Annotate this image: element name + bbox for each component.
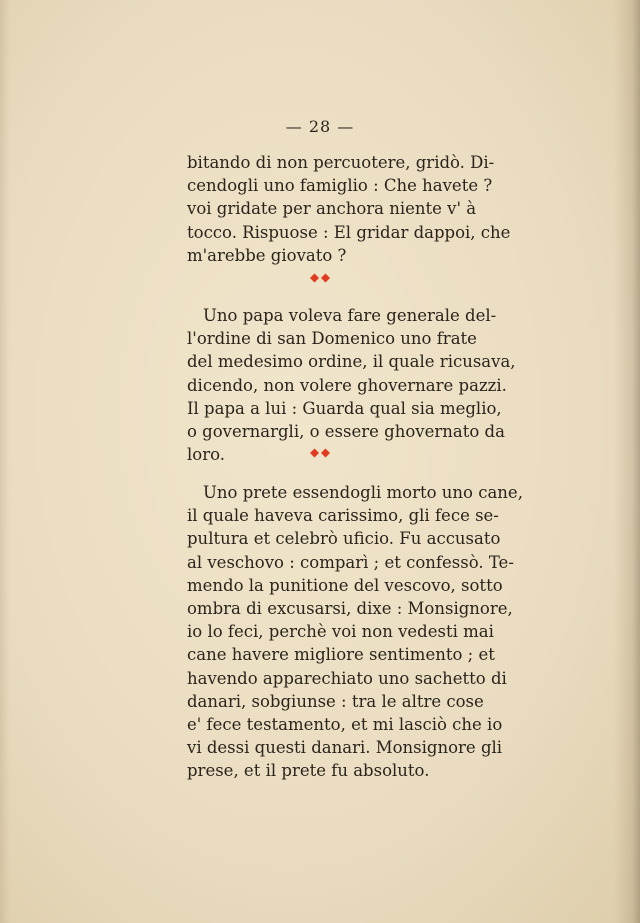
text-line: cane havere migliore sentimento ; et bbox=[187, 645, 495, 665]
section-divider-ornament bbox=[0, 269, 640, 283]
text-line: l'ordine di san Domenico uno frate bbox=[187, 329, 477, 349]
text-line: e' fece testamento, et mi lasciò che io bbox=[187, 714, 503, 734]
double-diamond-icon bbox=[309, 447, 331, 459]
text-line: il quale haveva carissimo, gli fece se- bbox=[187, 506, 499, 526]
text-line: prese, et il prete fu absoluto. bbox=[187, 761, 430, 781]
text-line: Il papa a lui : Guarda qual sia meglio, bbox=[187, 398, 502, 418]
text-line: cendogli uno famiglio : Che havete ? bbox=[187, 176, 493, 196]
text-line: Uno prete essendogli morto uno cane, bbox=[203, 483, 523, 502]
text-line: mendo la punitione del vescovo, sotto bbox=[187, 575, 503, 595]
text-line: io lo feci, perchè voi non vedesti mai bbox=[187, 622, 494, 642]
section-divider-ornament bbox=[0, 444, 640, 458]
text-line: al veschovo : comparì ; et confessò. Te- bbox=[187, 552, 514, 572]
text-line: havendo apparechiato uno sachetto di bbox=[187, 668, 507, 688]
text-line: tocco. Rispuose : El gridar dappoi, che bbox=[187, 222, 511, 242]
page-number: — 28 — bbox=[285, 117, 355, 136]
page-edge-shadow-left bbox=[0, 0, 10, 923]
text-line: loro. bbox=[187, 445, 225, 465]
paragraph-2 bbox=[187, 304, 516, 466]
text-line: dicendo, non volere ghovernare pazzi. bbox=[187, 375, 507, 395]
text-line: voi gridate per anchora niente v' à bbox=[187, 199, 477, 219]
text-line: o governargli, o essere ghovernato da bbox=[187, 421, 505, 441]
text-line: del medesimo ordine, il quale ricusava, bbox=[187, 352, 516, 372]
text-line: Uno papa voleva fare generale del- bbox=[203, 306, 497, 325]
text-line: pultura et celebrò uficio. Fu accusato bbox=[187, 529, 501, 549]
paragraph-3 bbox=[187, 481, 523, 782]
double-diamond-icon bbox=[309, 272, 331, 284]
text-line: ombra di excusarsi, dixe : Monsignore, bbox=[187, 598, 513, 618]
text-line: danari, sobgiunse : tra le altre cose bbox=[187, 691, 484, 711]
text-line: m'arebbe giovato ? bbox=[187, 245, 347, 265]
paragraph-1 bbox=[187, 151, 511, 267]
text-line: bitando di non percuotere, gridò. Di- bbox=[187, 153, 495, 172]
page-edge-shadow-right bbox=[614, 0, 640, 923]
text-line: vi dessi questi danari. Monsignore gli bbox=[187, 738, 503, 758]
